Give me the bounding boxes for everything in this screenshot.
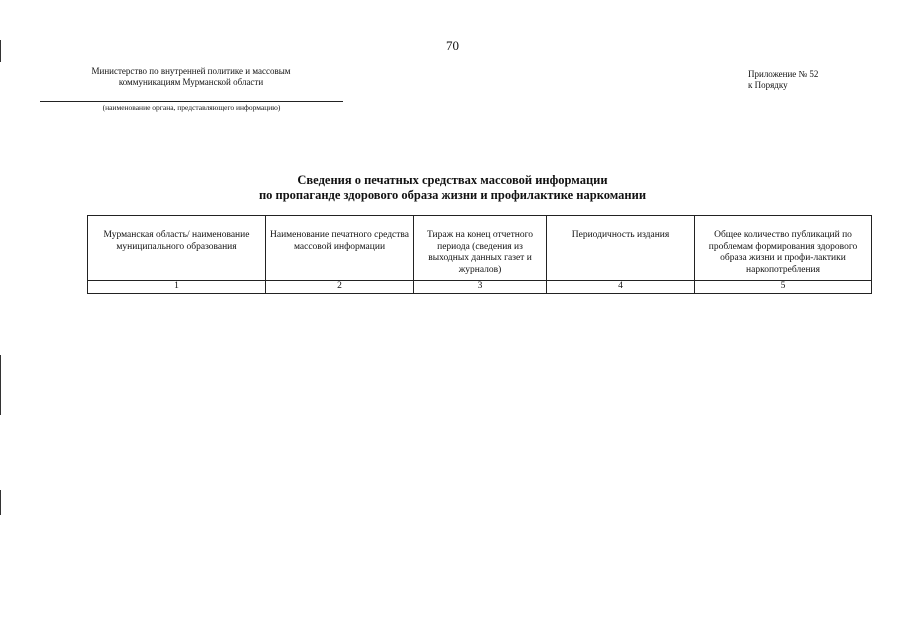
column-number-1: 1 [88, 281, 266, 294]
table-row [88, 281, 872, 294]
table-header-row [88, 216, 872, 281]
column-number-5: 5 [695, 281, 872, 294]
header-media-name: Наименование печатного средства массовой информации [266, 216, 414, 281]
appendix-line-1: Приложение № 52 [748, 69, 819, 79]
title-line-1: Сведения о печатных средствах массовой информации [297, 173, 608, 187]
page-number: 70 [446, 38, 459, 53]
organization-line-2: коммуникациям Мурманской области [118, 77, 264, 87]
header-circulation: Тираж на конец отчетного периода (сведения из выходных данных газет и журналов) [414, 216, 547, 281]
scan-edge-mark [0, 355, 1, 415]
header-municipality: Мурманская область/ наименование муниципального образования [88, 216, 266, 281]
organization-underline [40, 101, 343, 102]
header-periodicity: Периодичность издания [547, 216, 695, 281]
scan-edge-mark [0, 490, 1, 515]
organization-caption: (наименование органа, представляющего информацию) [102, 103, 281, 112]
appendix-line-2: к Порядку [748, 80, 788, 90]
organization-name [40, 66, 342, 88]
report-table [87, 215, 872, 294]
document-title [0, 173, 905, 203]
appendix-reference [748, 69, 818, 91]
organization-line-1: Министерство по внутренней политике и массовым [91, 66, 291, 76]
title-line-2: по пропаганде здорового образа жизни и профилактике наркомании [258, 188, 647, 202]
column-number-2: 2 [266, 281, 414, 294]
column-number-4: 4 [547, 281, 695, 294]
column-number-3: 3 [414, 281, 547, 294]
header-publications-count: Общее количество публикаций по проблемам формирования здорового образа жизни и профи-лактики наркопотребления [695, 216, 872, 281]
